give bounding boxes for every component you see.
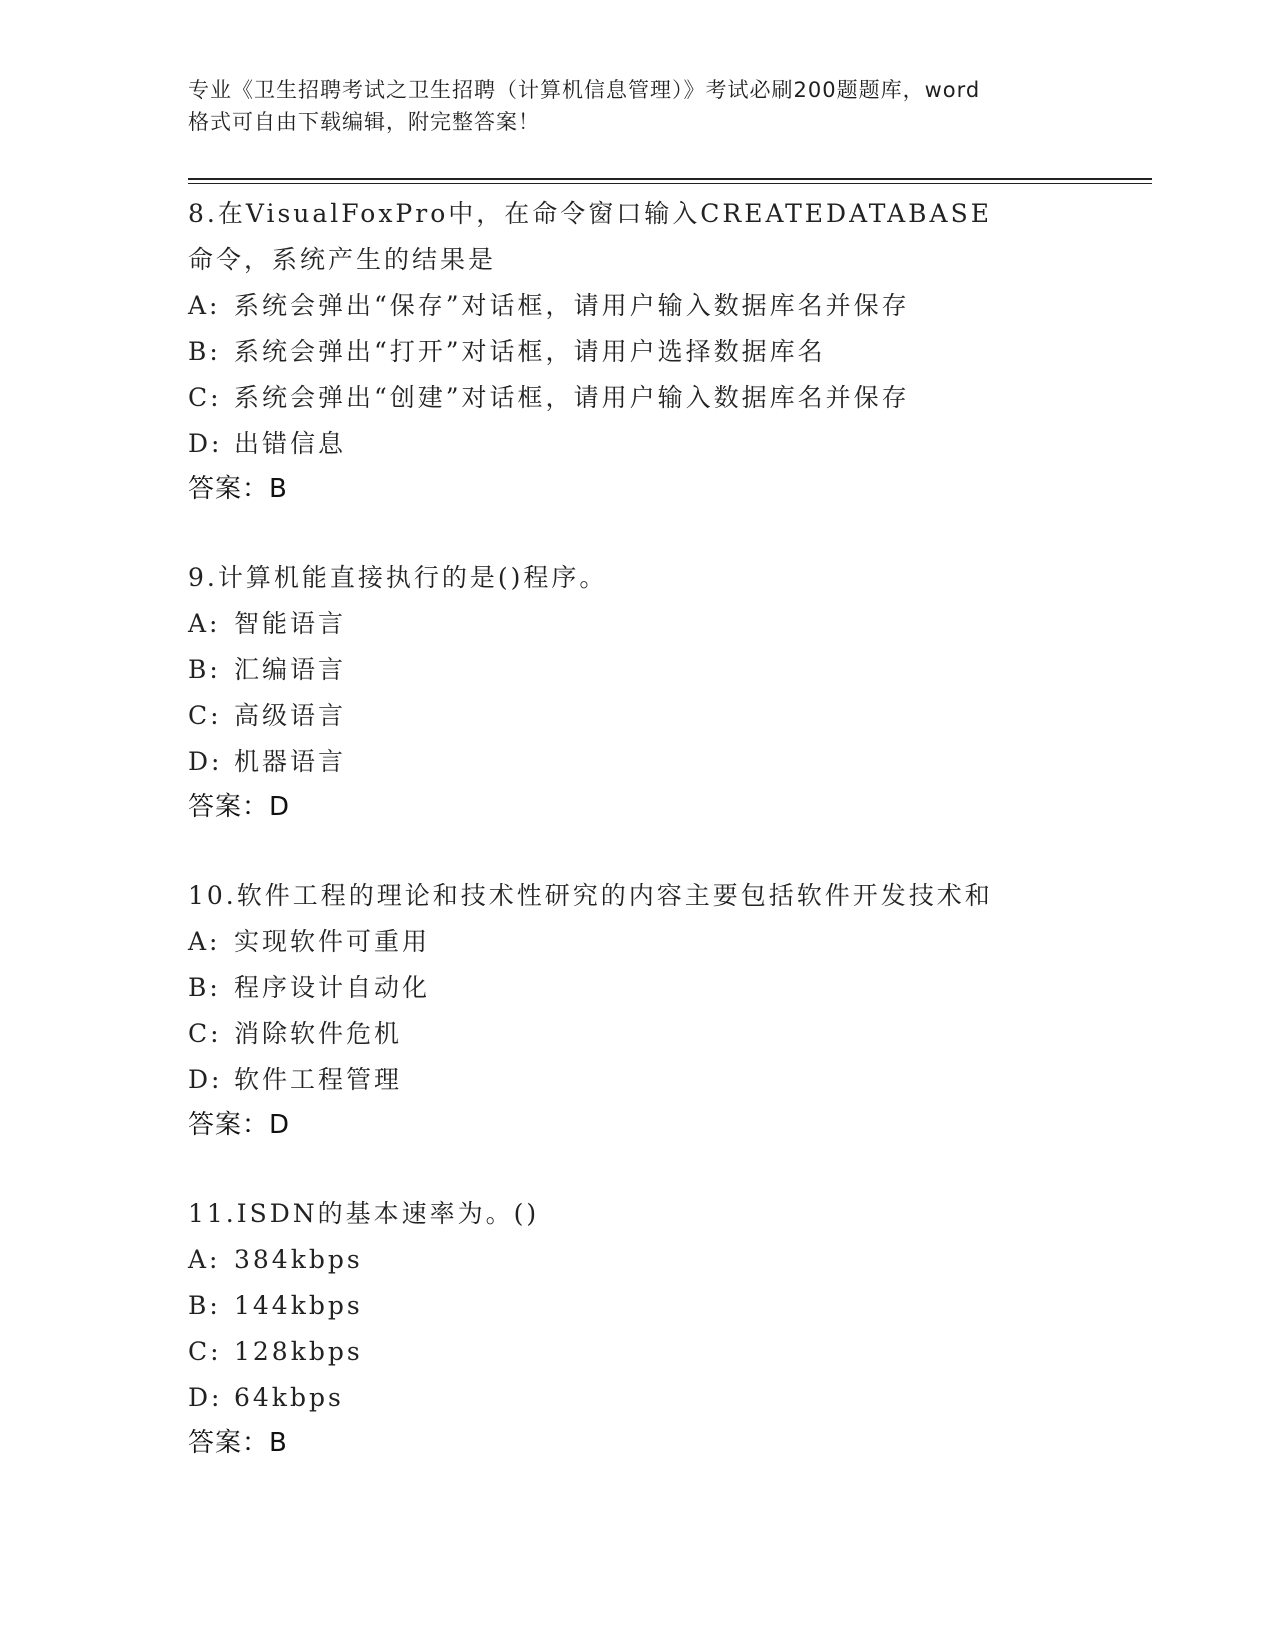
- option-letter: A:: [188, 609, 221, 638]
- option-text: 高级语言: [234, 701, 347, 730]
- option-text: 汇编语言: [234, 655, 347, 684]
- option-b: [188, 965, 1108, 1011]
- option-letter: A:: [188, 1245, 221, 1274]
- question-item: [188, 555, 1108, 829]
- question-stem: 10.软件工程的理论和技术性研究的内容主要包括软件开发技术和: [188, 881, 993, 910]
- option-letter: C:: [188, 1019, 222, 1048]
- option-letter: A:: [188, 927, 221, 956]
- option-letter: B:: [188, 1291, 221, 1320]
- option-c: [188, 1011, 1108, 1057]
- answer-key: 答案：D: [188, 792, 291, 822]
- option-text: 128kbps: [234, 1337, 363, 1366]
- option-d: [188, 421, 1108, 467]
- option-text: 系统会弹出“打开”对话框，请用户选择数据库名: [234, 337, 826, 366]
- option-text: 程序设计自动化: [234, 973, 431, 1002]
- option-letter: B:: [188, 973, 221, 1002]
- option-text: 系统会弹出“创建”对话框，请用户输入数据库名并保存: [234, 383, 910, 412]
- option-c: [188, 693, 1108, 739]
- option-letter: C:: [188, 701, 222, 730]
- option-d: [188, 739, 1108, 785]
- option-text: 384kbps: [234, 1245, 363, 1274]
- header-divider-thick: [188, 178, 1152, 180]
- option-a: [188, 283, 1108, 329]
- option-b: [188, 647, 1108, 693]
- question-stem: 11.ISDN的基本速率为。(): [188, 1199, 540, 1228]
- option-letter: D:: [188, 747, 223, 776]
- option-text: 智能语言: [234, 609, 347, 638]
- header-line-1: 专业《卫生招聘考试之卫生招聘（计算机信息管理）》考试必刷200题题库，word: [188, 78, 981, 102]
- header-line-2: 格式可自由下载编辑，附完整答案！: [188, 110, 540, 134]
- answer-key: 答案：D: [188, 1110, 291, 1140]
- option-text: 出错信息: [234, 429, 347, 458]
- option-a: [188, 601, 1108, 647]
- option-letter: A:: [188, 291, 221, 320]
- option-text: 机器语言: [234, 747, 347, 776]
- answer-key: 答案：B: [188, 474, 288, 504]
- option-c: [188, 375, 1108, 421]
- option-text: 消除软件危机: [234, 1019, 403, 1048]
- question-item: [188, 1191, 1108, 1465]
- option-d: [188, 1375, 1108, 1421]
- option-text: 软件工程管理: [234, 1065, 403, 1094]
- question-item: [188, 873, 1108, 1147]
- option-text: 系统会弹出“保存”对话框，请用户输入数据库名并保存: [234, 291, 910, 320]
- option-letter: B:: [188, 655, 221, 684]
- question-list: [188, 191, 1108, 1509]
- option-c: [188, 1329, 1108, 1375]
- option-d: [188, 1057, 1108, 1103]
- option-text: 64kbps: [234, 1383, 344, 1412]
- option-b: [188, 1283, 1108, 1329]
- option-text: 实现软件可重用: [234, 927, 431, 956]
- document-header: [188, 74, 1098, 138]
- option-text: 144kbps: [234, 1291, 363, 1320]
- header-divider-thin: [188, 183, 1152, 184]
- option-a: [188, 919, 1108, 965]
- question-stem: 9.计算机能直接执行的是()程序。: [188, 563, 608, 592]
- answer-key: 答案：B: [188, 1428, 288, 1458]
- option-letter: C:: [188, 383, 222, 412]
- option-b: [188, 329, 1108, 375]
- option-a: [188, 1237, 1108, 1283]
- option-letter: D:: [188, 1065, 223, 1094]
- option-letter: B:: [188, 337, 221, 366]
- question-item: [188, 191, 1108, 511]
- option-letter: D:: [188, 429, 223, 458]
- option-letter: D:: [188, 1383, 223, 1412]
- option-letter: C:: [188, 1337, 222, 1366]
- question-stem: 8.在VisualFoxPro中，在命令窗口输入CREATEDATABASE命令，系统产生的结果是: [188, 199, 992, 274]
